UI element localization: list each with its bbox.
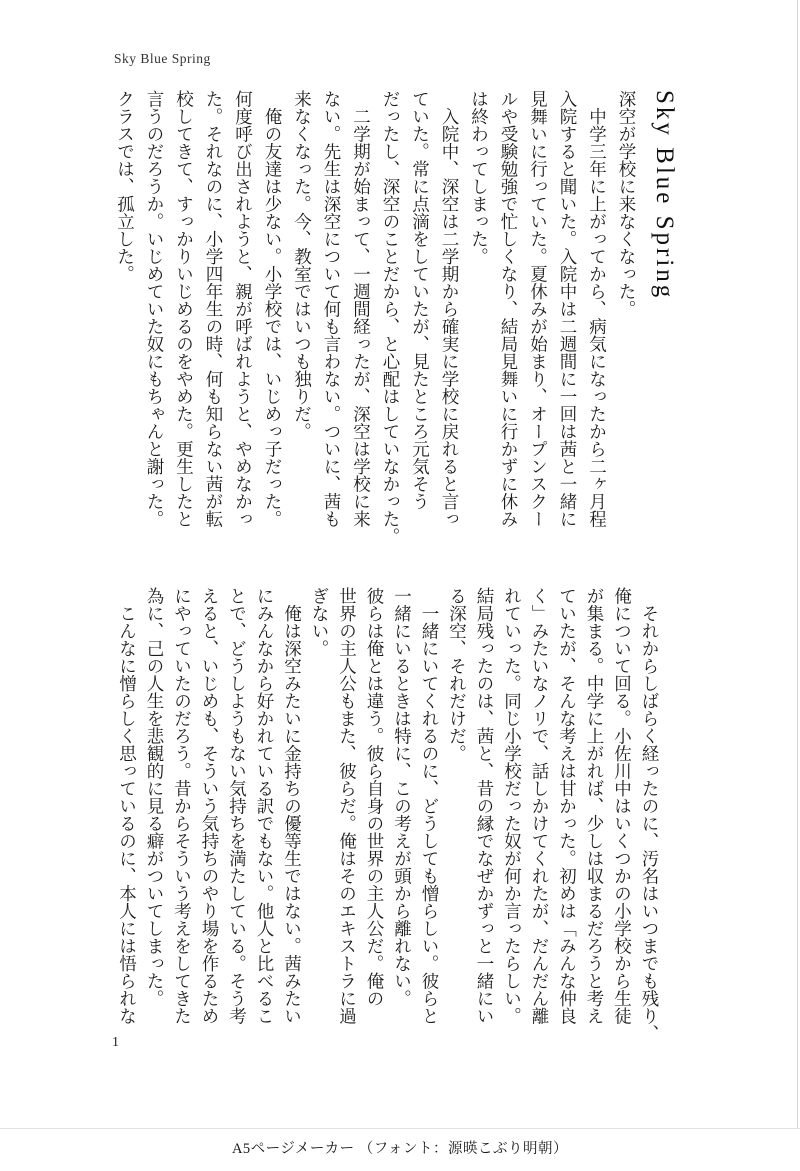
text-line: れていった。同じ小学校だった奴が何か言ったらしい。 bbox=[502, 587, 523, 1025]
text-line: 世界の主人公もまた、彼らだ。俺はそのエキストラに過 bbox=[337, 587, 358, 1025]
novel-title: Sky Blue Spring bbox=[651, 90, 678, 301]
text-line: とで、どうしようもない気持ちを満たしている。そう考 bbox=[227, 587, 248, 1025]
text-line: 来なくなった。今、教室ではいつも独りだ。 bbox=[292, 90, 313, 440]
text-line: が集まる。中学に上がれば、少しは収まるだろうと考え bbox=[585, 587, 605, 1025]
footer-caption: A5ページメーカー （フォント：源暎こぶり明朝） bbox=[231, 1141, 569, 1157]
text-line: ていた。常に点滴をしていたが、見たところ元気そう bbox=[410, 90, 431, 510]
text-line: ルや受験勉強で忙しくなり、結局見舞いに行かずに休み bbox=[499, 90, 519, 528]
text-line: 入院すると聞いた。入院中は二週間に一回は茜と一緒に bbox=[558, 90, 578, 528]
running-header: Sky Blue Spring bbox=[114, 51, 211, 66]
text-line: 一緒にいてくれるのに、どうしても憎らしい。彼らと bbox=[420, 587, 440, 1025]
text-line: 言うのだろうか。いじめていた奴にもちゃんと謝った。 bbox=[145, 90, 165, 528]
text-line: 結局残ったのは、茜と、昔の縁でなぜかずっと一緒にい bbox=[475, 587, 495, 1025]
text-line: こんなに憎らしく思っているのに、本人には悟られな bbox=[117, 587, 138, 1025]
text-line: 為に、己の人生を悲観的に見る癖がついてしまった。 bbox=[145, 587, 165, 1007]
text-line: 彼らは俺とは違う。彼ら自身の世界の主人公だ。俺の bbox=[365, 587, 385, 1007]
text-line: ぎない。 bbox=[310, 587, 330, 657]
text-line: クラスでは、孤立した。 bbox=[115, 90, 136, 283]
text-line: た。それなのに、小学四年生の時、何も知らない茜が転 bbox=[204, 90, 224, 528]
text-line: 校してきて、すっかりいじめるのをやめた。更生したと bbox=[174, 90, 195, 528]
text-line: 俺は深空みたいに金持ちの優等生ではない。茜みたい bbox=[282, 587, 303, 1025]
text-line: く」みたいなノリで、話しかけてくれたが、だんだん離 bbox=[530, 587, 550, 1025]
text-line: 何度呼び出されようと、親が呼ばれようと、やめなかっ bbox=[233, 90, 254, 528]
text-line: えると、いじめも、そういう気持ちのやり場を作るため bbox=[200, 587, 220, 1025]
text-line: 入院中、深空は二学期から確実に学校に戻れると言っ bbox=[440, 90, 460, 528]
page-right-edge-rule bbox=[797, 0, 798, 1129]
footer-divider-rule bbox=[0, 1128, 800, 1129]
text-line: にやっていたのだろう。昔からそういう考えをしてきた bbox=[172, 587, 193, 1025]
text-line: 深空が学校に来なくなった。 bbox=[617, 90, 637, 318]
text-line: 一緒にいるときは特に、この考えが頭から離れない。 bbox=[392, 587, 413, 1007]
page-number: 1 bbox=[112, 1035, 119, 1050]
text-line: る深空、それだけだ。 bbox=[447, 587, 468, 762]
text-block-upper bbox=[107, 90, 641, 568]
text-block-lower bbox=[111, 587, 663, 1065]
text-line: それからしばらく経ったのに、汚名はいつまでも残り、 bbox=[640, 587, 660, 1042]
text-line: にみんなから好かれている訳でもない。他人と比べるこ bbox=[255, 587, 275, 1025]
text-line: 俺について回る。小佐川中はいくつかの小学校から生徒 bbox=[612, 587, 633, 1025]
text-line: ない。先生は深空について何も言わない。ついに、茜も bbox=[322, 90, 342, 528]
text-line: 俺の友達は少ない。小学校では、いじめっ子だった。 bbox=[263, 90, 283, 528]
text-line: 見舞いに行っていた。夏休みが始まり、オープンスクー bbox=[528, 90, 549, 528]
text-line: 中学三年に上がってから、病気になったから二ヶ月程 bbox=[587, 90, 608, 528]
text-line: は終わってしまった。 bbox=[469, 90, 490, 265]
text-line: 二学期が始まって、一週間経ったが、深空は学校に来 bbox=[351, 90, 372, 528]
text-line: だったし、深空のことだから、と心配はしていなかった。 bbox=[381, 90, 401, 545]
text-line: ていたが、そんな考えは甘かった。初めは「みんな仲良 bbox=[557, 587, 578, 1025]
